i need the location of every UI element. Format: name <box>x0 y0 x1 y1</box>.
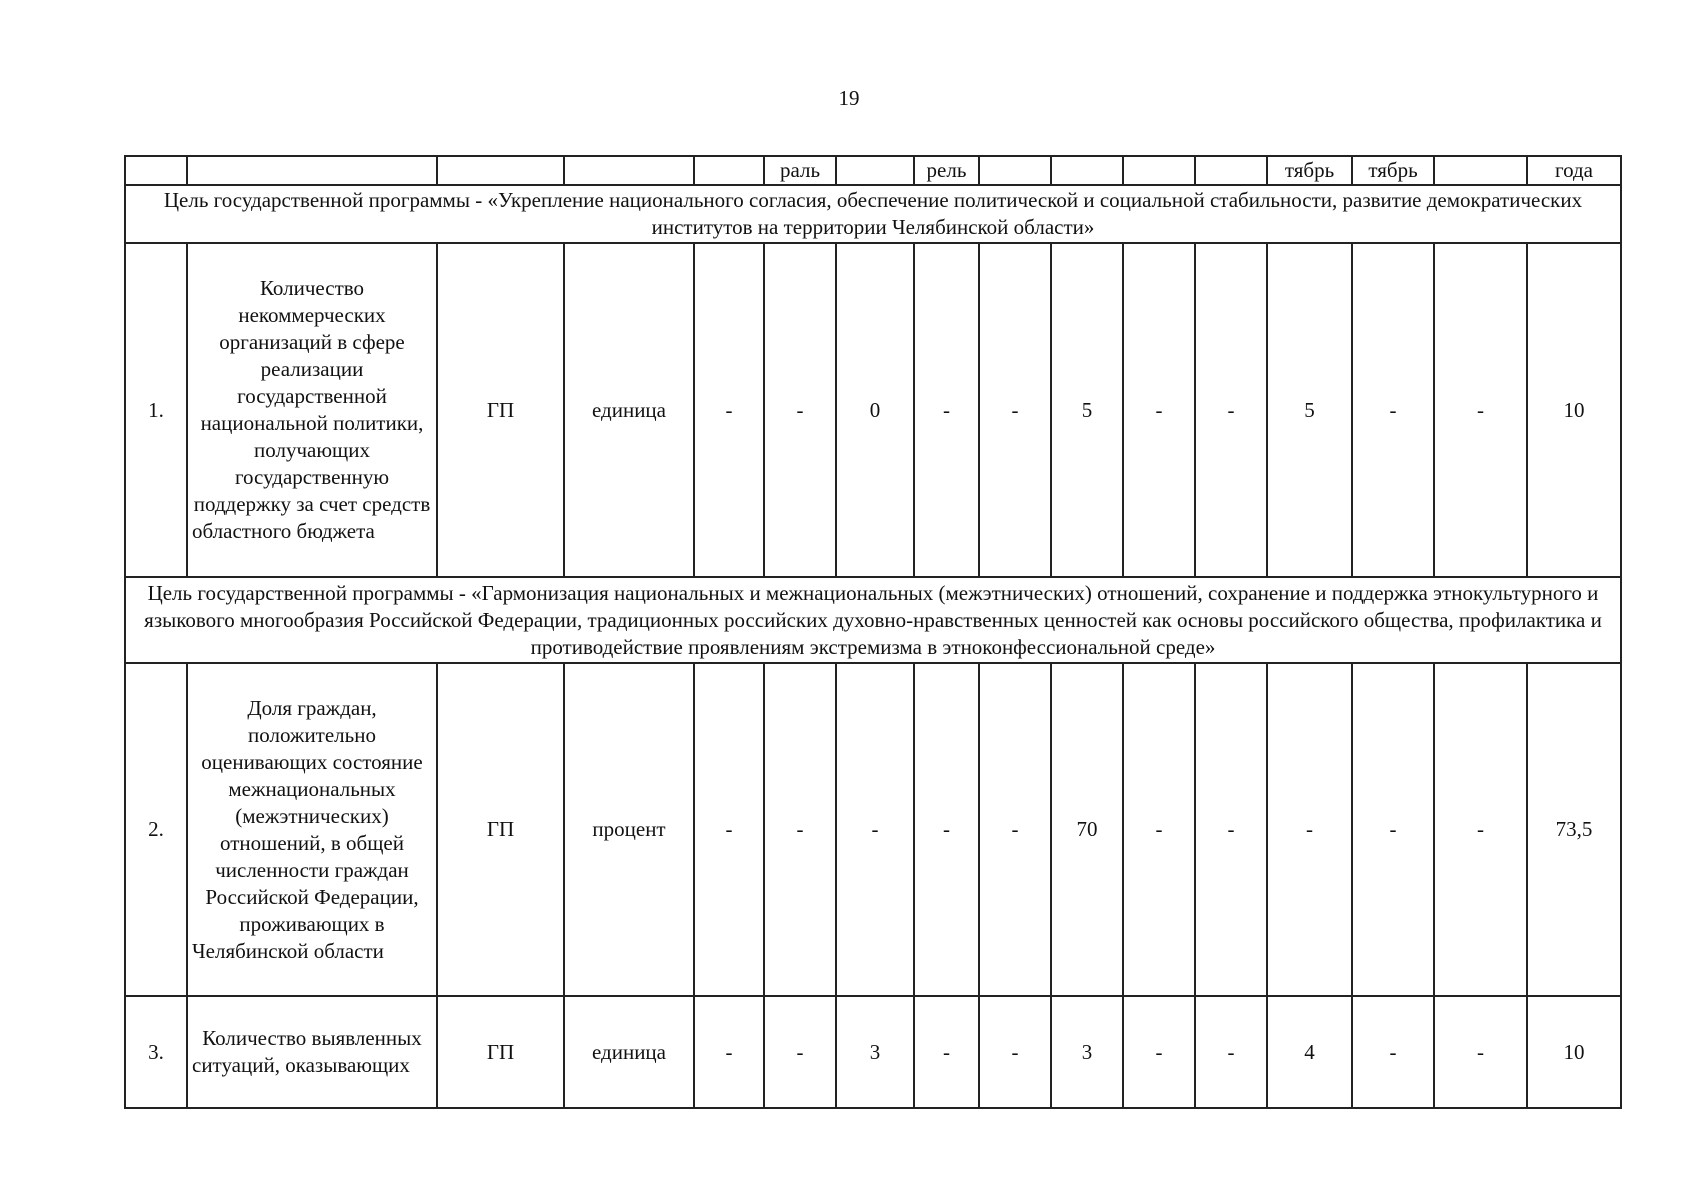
header-cell <box>1051 156 1123 185</box>
header-cell <box>979 156 1051 185</box>
value-cell: - <box>1434 243 1527 577</box>
header-cell <box>1195 156 1267 185</box>
goal-2-text: Цель государственной программы - «Гармонизация национальных и межнациональных (межэтнических) отношений, сохранение и поддержка этнокультурного и языкового многообразия Российской Федерации, традиционных российских духовно-нравственных ценностей как основы российского общества, профилактика и противодействие проявлениям экстремизма в этноконфессиональной среде» <box>125 577 1621 663</box>
value-cell: - <box>979 663 1051 996</box>
value-cell: - <box>764 663 836 996</box>
goal-row <box>125 577 1621 663</box>
value-cell: - <box>914 663 979 996</box>
value-cell: 10 <box>1527 243 1621 577</box>
value-cell: - <box>1123 663 1195 996</box>
header-cell <box>187 156 437 185</box>
row-number: 2. <box>125 663 187 996</box>
value-cell: 70 <box>1051 663 1123 996</box>
header-cell: тябрь <box>1352 156 1434 185</box>
value-cell: - <box>764 996 836 1108</box>
header-cell <box>125 156 187 185</box>
indicator-name: Количество некоммерческих организаций в сфере реализации государственной национальной политики, получающих государственную поддержку за счет средств областного бюджета <box>187 243 437 577</box>
header-cell: рель <box>914 156 979 185</box>
value-cell: - <box>914 243 979 577</box>
value-cell: - <box>1434 996 1527 1108</box>
value-cell: - <box>979 996 1051 1108</box>
indicators-table <box>124 155 1622 1109</box>
value-cell: - <box>1352 663 1434 996</box>
unit-cell: единица <box>564 243 694 577</box>
value-cell: - <box>1434 663 1527 996</box>
value-cell: - <box>1352 996 1434 1108</box>
value-cell: 4 <box>1267 996 1352 1108</box>
value-cell: 73,5 <box>1527 663 1621 996</box>
value-cell: - <box>1352 243 1434 577</box>
value-cell: - <box>1195 243 1267 577</box>
table-row <box>125 996 1621 1108</box>
value-cell: 3 <box>836 996 914 1108</box>
header-cell <box>564 156 694 185</box>
source-cell: ГП <box>437 996 564 1108</box>
row-number: 1. <box>125 243 187 577</box>
value-cell: - <box>914 996 979 1108</box>
source-cell: ГП <box>437 243 564 577</box>
source-cell: ГП <box>437 663 564 996</box>
table-row <box>125 663 1621 996</box>
value-cell: 0 <box>836 243 914 577</box>
value-cell: - <box>979 243 1051 577</box>
page-number: 19 <box>838 86 860 110</box>
value-cell: 5 <box>1051 243 1123 577</box>
header-cell <box>1434 156 1527 185</box>
header-cell: тябрь <box>1267 156 1352 185</box>
header-cell <box>836 156 914 185</box>
value-cell: - <box>1195 663 1267 996</box>
value-cell: - <box>1195 996 1267 1108</box>
header-cell: раль <box>764 156 836 185</box>
header-cell: года <box>1527 156 1621 185</box>
indicator-name: Доля граждан, положительно оценивающих состояние межнациональных (межэтнических) отношений, в общей численности граждан Российской Федерации, проживающих в Челябинской области <box>187 663 437 996</box>
header-cell <box>694 156 764 185</box>
value-cell: - <box>694 243 764 577</box>
table-row <box>125 243 1621 577</box>
value-cell: 10 <box>1527 996 1621 1108</box>
indicator-name: Количество выявленных ситуаций, оказывающих <box>187 996 437 1108</box>
header-cell <box>1123 156 1195 185</box>
unit-cell: процент <box>564 663 694 996</box>
value-cell: 5 <box>1267 243 1352 577</box>
value-cell: - <box>764 243 836 577</box>
unit-cell: единица <box>564 996 694 1108</box>
value-cell: - <box>836 663 914 996</box>
value-cell: - <box>1267 663 1352 996</box>
header-row <box>125 156 1621 185</box>
value-cell: - <box>694 663 764 996</box>
value-cell: - <box>694 996 764 1108</box>
header-cell <box>437 156 564 185</box>
value-cell: - <box>1123 243 1195 577</box>
value-cell: 3 <box>1051 996 1123 1108</box>
row-number: 3. <box>125 996 187 1108</box>
goal-1-text: Цель государственной программы - «Укрепление национального согласия, обеспечение политической и социальной стабильности, развитие демократических институтов на территории Челябинской области» <box>125 185 1621 243</box>
value-cell: - <box>1123 996 1195 1108</box>
goal-row <box>125 185 1621 243</box>
